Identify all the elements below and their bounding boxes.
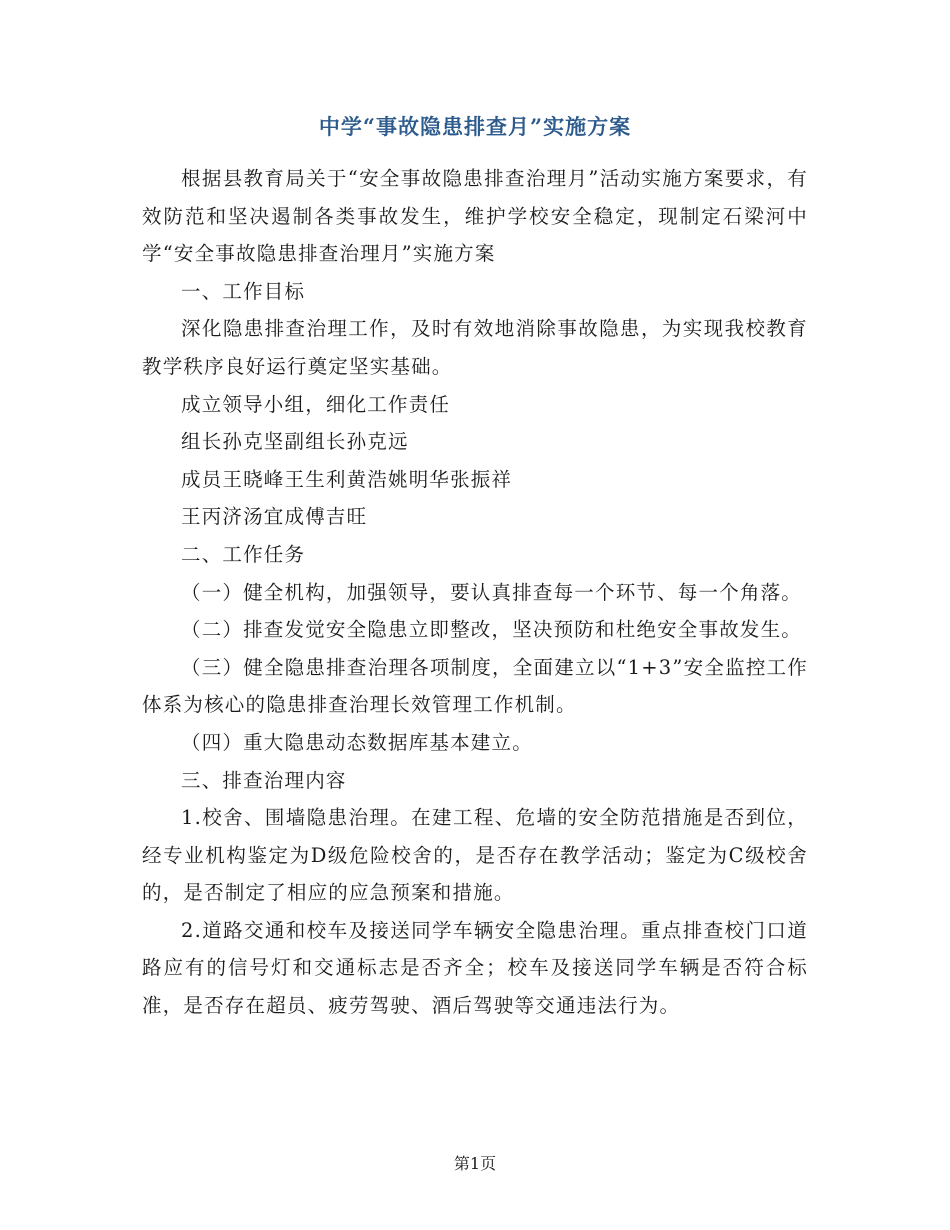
paragraph-task-3: （三）健全隐患排查治理各项制度，全面建立以“1+3”安全监控工作体系为核心的隐患排查治理长效管理工作机制。 [142, 655, 808, 717]
paragraph-leaders: 组长孙克坚副组长孙克远 [181, 430, 409, 454]
paragraph-goal: 深化隐患排查治理工作，及时有效地消除事故隐患，为实现我校教育教学秩序良好运行奠定坚实基础。 [142, 317, 808, 378]
heading-work-tasks: 二、工作任务 [181, 542, 306, 566]
paragraph-content-1: 1.校舍、围墙隐患治理。在建工程、危墙的安全防范措施是否到位，经专业机构鉴定为D级危险校舍的，是否存在教学活动；鉴定为C级校舍的，是否制定了相应的应急预案和措施。 [142, 806, 808, 905]
document-title: 中学“事故隐患排查月”实施方案 [318, 114, 632, 139]
page-number: 第1页 [453, 1154, 497, 1173]
paragraph-task-2: （二）排查发觉安全隐患立即整改，坚决预防和杜绝安全事故发生。 [181, 618, 803, 642]
paragraph-task-4: （四）重大隐患动态数据库基本建立。 [181, 730, 533, 754]
heading-inspection-content: 三、排查治理内容 [181, 768, 347, 792]
paragraph-leadership: 成立领导小组，细化工作责任 [181, 392, 451, 416]
heading-work-goal: 一、工作目标 [181, 279, 306, 303]
paragraph-members-cont: 王丙济汤宜成傅吉旺 [181, 505, 368, 529]
paragraph-task-1: （一）健全机构，加强领导，要认真排查每一个环节、每一个角落。 [181, 580, 803, 604]
paragraph-content-2: 2.道路交通和校车及接送同学车辆安全隐患治理。重点排查校门口道路应有的信号灯和交通标志是否齐全；校车及接送同学车辆是否符合标准，是否存在超员、疲劳驾驶、酒后驾驶等交通违法行为。 [142, 918, 808, 1018]
paragraph-members: 成员王晓峰王生利黄浩姚明华张振祥 [181, 467, 513, 491]
paragraph-intro: 根据县教育局关于“安全事故隐患排查治理月”活动实施方案要求，有效防范和坚决遏制各类事故发生，维护学校安全稳定，现制定石梁河中学“安全事故隐患排查治理月”实施方案 [142, 167, 808, 266]
document-body [142, 160, 808, 1025]
